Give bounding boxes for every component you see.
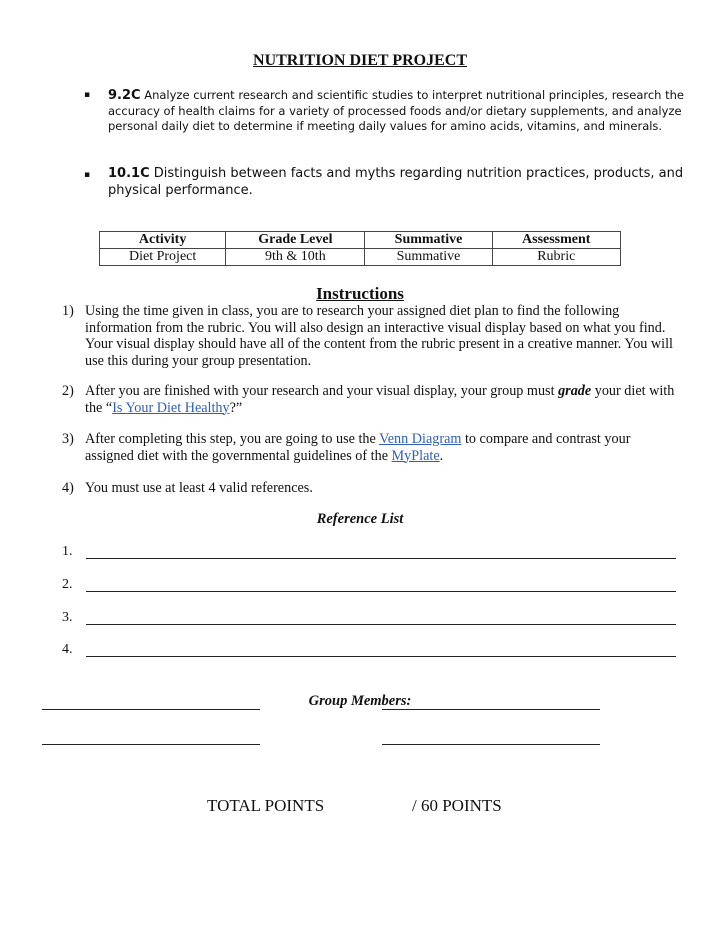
square-bullet-icon: ▪	[84, 90, 91, 100]
header-grade-level: Grade Level	[226, 232, 365, 249]
instruction-step-3	[62, 431, 682, 464]
reference-number: 2.	[62, 577, 73, 592]
is-your-diet-healthy-link[interactable]: Is Your Diet Healthy	[112, 399, 230, 416]
step-number: 4)	[62, 480, 74, 496]
step-text: .	[439, 447, 444, 464]
step-number: 2)	[62, 383, 74, 399]
standard-code: 9.2C	[108, 88, 141, 103]
reference-blank-line	[86, 624, 676, 625]
header-summative: Summative	[365, 232, 492, 249]
header-assessment: Assessment	[492, 232, 621, 249]
reference-number: 4.	[62, 642, 73, 657]
instructions-heading: Instructions	[316, 284, 404, 303]
reference-item-3	[62, 610, 676, 628]
reference-item-1	[62, 544, 676, 562]
standard-text: Distinguish between facts and myths regarding nutrition practices, products, and physical performance.	[108, 166, 684, 198]
grade-emphasis: grade	[558, 383, 592, 399]
group-member-line	[382, 744, 600, 745]
cell-grade-level: 9th & 10th	[226, 249, 365, 266]
header-activity: Activity	[100, 232, 226, 249]
cell-activity: Diet Project	[100, 249, 226, 266]
reference-item-4	[62, 642, 676, 660]
standard-9-2c	[84, 88, 684, 135]
table-header-row	[100, 232, 621, 249]
step-text: You must use at least 4 valid references.	[85, 480, 313, 496]
standard-code: 10.1C	[108, 166, 150, 181]
reference-blank-line	[86, 656, 676, 657]
step-text: ?”	[229, 399, 243, 416]
total-points-value: / 60 POINTS	[412, 796, 502, 815]
step-text: Using the time given in class, you are to research your assigned diet plan to find the following information from the rubric. You will also design an interactive visual display based on what you find. Your visual display should have all of the content from the rubric present in a creative manner. You will use this during your group presentation.	[85, 303, 674, 369]
square-bullet-icon: ▪	[84, 170, 91, 180]
cell-assessment: Rubric	[492, 249, 621, 266]
step-text: After you are finished with your research and your visual display, your group must	[85, 383, 559, 399]
group-members-heading: Group Members:	[308, 693, 412, 709]
reference-item-2	[62, 577, 676, 595]
reference-blank-line	[86, 591, 676, 592]
instruction-step-2	[62, 383, 682, 416]
group-member-line	[42, 709, 260, 710]
instruction-step-4	[62, 480, 682, 497]
venn-diagram-link[interactable]: Venn Diagram	[379, 431, 462, 447]
project-table	[99, 231, 621, 266]
step-text: After completing this step, you are going to use the	[85, 431, 380, 447]
step-text: your diet with the “	[85, 383, 675, 416]
reference-number: 3.	[62, 610, 73, 625]
standard-text: Analyze current research and scientific studies to interpret nutritional principles, research the accuracy of health claims for a variety of processed foods and/or dietary supplements, and analyze personal daily diet to determine if meeting daily values for amino acids, vitamins, and minerals.	[108, 88, 684, 133]
reference-blank-line	[86, 558, 676, 559]
cell-summative: Summative	[365, 249, 492, 266]
instruction-step-1	[62, 303, 682, 369]
table-row	[100, 249, 621, 266]
group-member-line	[382, 709, 600, 710]
step-text: to compare and contrast your assigned diet with the governmental guidelines of the	[85, 431, 631, 464]
step-number: 3)	[62, 431, 74, 447]
document-title: NUTRITION DIET PROJECT	[253, 52, 467, 69]
reference-list-heading: Reference List	[316, 511, 404, 527]
group-member-line	[42, 744, 260, 745]
total-points-label: TOTAL POINTS	[207, 796, 325, 815]
standard-10-1c	[84, 165, 684, 199]
step-number: 1)	[62, 303, 74, 319]
reference-number: 1.	[62, 544, 73, 559]
myplate-link[interactable]: MyPlate	[391, 447, 440, 464]
